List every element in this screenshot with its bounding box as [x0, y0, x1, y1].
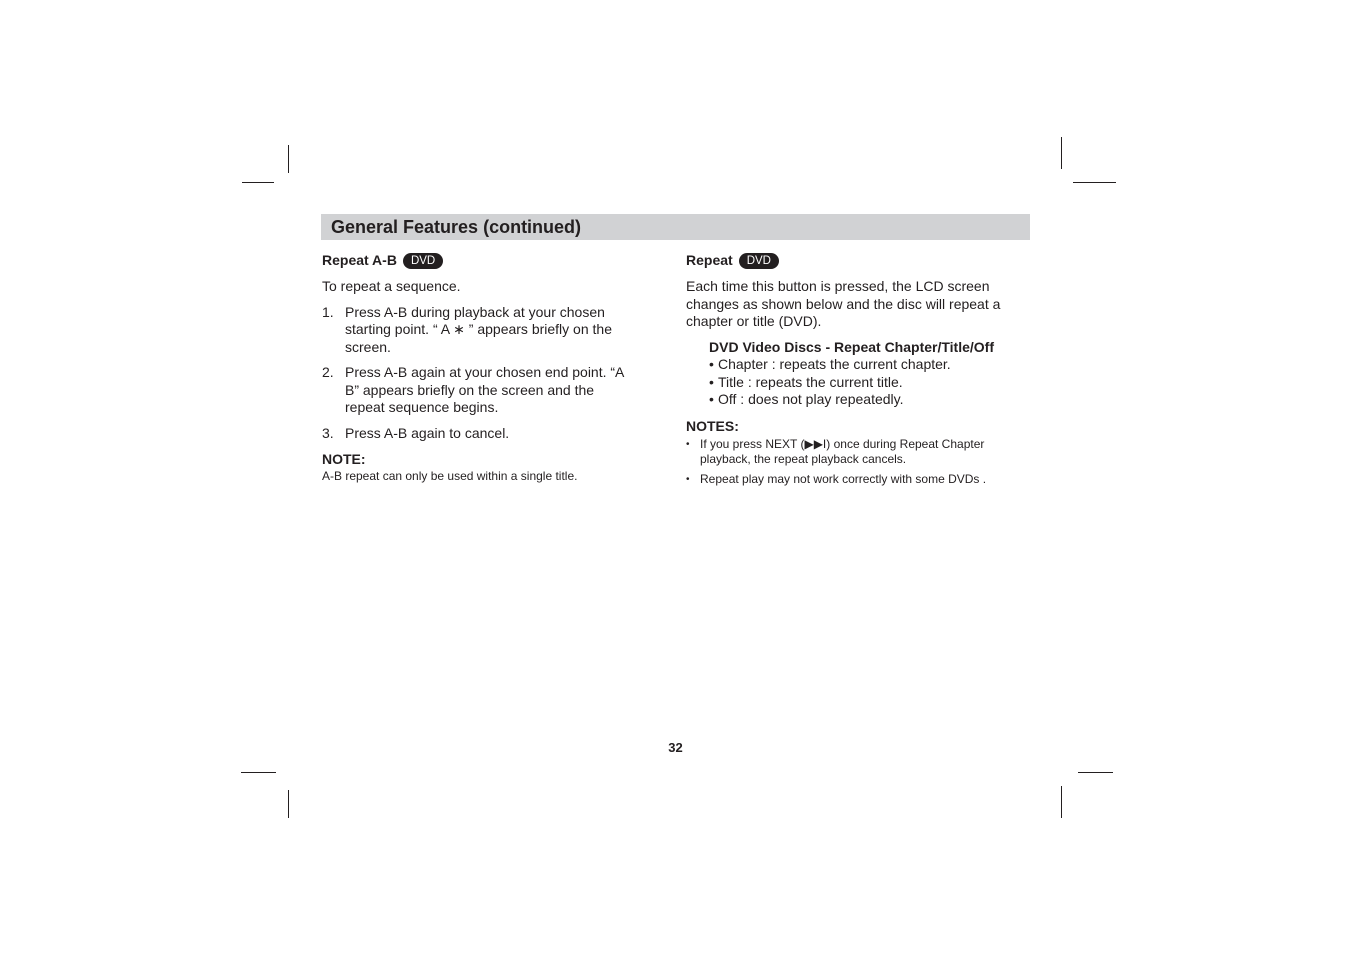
repeat-ab-intro: To repeat a sequence. [322, 278, 461, 294]
crop-mark [1061, 137, 1062, 169]
page-number: 32 [668, 740, 683, 755]
bullet-icon: • [686, 439, 690, 450]
section-title: General Features (continued) [331, 217, 582, 237]
crop-mark [1078, 772, 1113, 773]
note-text: If you press NEXT (▶▶I) once during Repeat Chapter playback, the repeat playback cancels. [700, 437, 985, 466]
repeat-options-block [686, 339, 1031, 409]
repeat-ab-steps [322, 304, 632, 443]
step-text: Press A-B again at your chosen end point. “A B” appears briefly on the screen and the repeat sequence begins. [345, 364, 624, 415]
list-item [686, 437, 1031, 467]
crop-mark [242, 182, 274, 183]
repeat-title: Repeat [686, 252, 733, 269]
crop-mark [1073, 182, 1116, 183]
list-item [709, 391, 1031, 409]
option-text: Chapter : repeats the current chapter. [718, 356, 951, 372]
list-item [709, 374, 1031, 392]
list-item [686, 472, 1031, 487]
repeat-section [686, 251, 1031, 487]
crop-mark [288, 145, 289, 173]
dvd-badge: DVD [403, 253, 443, 269]
bullet-icon: • [709, 373, 714, 390]
step-text: Press A-B during playback at your chosen starting point. “ A ∗ ” appears briefly on the screen. [345, 303, 612, 355]
step-number: 3. [322, 424, 334, 441]
note-text: Repeat play may not work correctly with some DVDs . [700, 472, 987, 486]
step-number: 1. [322, 303, 334, 320]
note-text: A-B repeat can only be used within a single title. [322, 468, 578, 483]
step-number: 2. [322, 364, 334, 380]
note-heading: NOTE: [322, 451, 366, 467]
step-text: Press A-B again to cancel. [345, 424, 510, 441]
option-text: Off : does not play repeatedly. [718, 391, 904, 407]
repeat-intro: Each time this button is pressed, the LCD screen changes as shown below and the disc will repeat a chapter or title (DVD). [686, 278, 1001, 329]
crop-mark [1061, 786, 1062, 818]
repeat-ab-heading [322, 251, 632, 271]
crop-mark [288, 790, 289, 818]
step-item [322, 304, 632, 357]
bullet-icon: • [709, 356, 714, 372]
section-header [321, 214, 1030, 240]
dvd-badge: DVD [739, 253, 779, 269]
notes-heading: NOTES: [686, 417, 739, 434]
bullet-icon: • [709, 391, 714, 407]
repeat-options-list [709, 356, 1031, 409]
step-item [322, 425, 632, 443]
option-text: Title : repeats the current title. [718, 373, 903, 390]
crop-mark [241, 772, 276, 773]
repeat-ab-title: Repeat A-B [322, 252, 397, 269]
repeat-ab-section [322, 251, 632, 484]
repeat-options-heading: DVD Video Discs - Repeat Chapter/Title/Off [709, 338, 994, 355]
list-item [709, 356, 1031, 374]
repeat-heading [686, 251, 1031, 271]
bullet-icon: • [686, 474, 690, 485]
notes-list [686, 437, 1031, 487]
step-item [322, 364, 632, 417]
